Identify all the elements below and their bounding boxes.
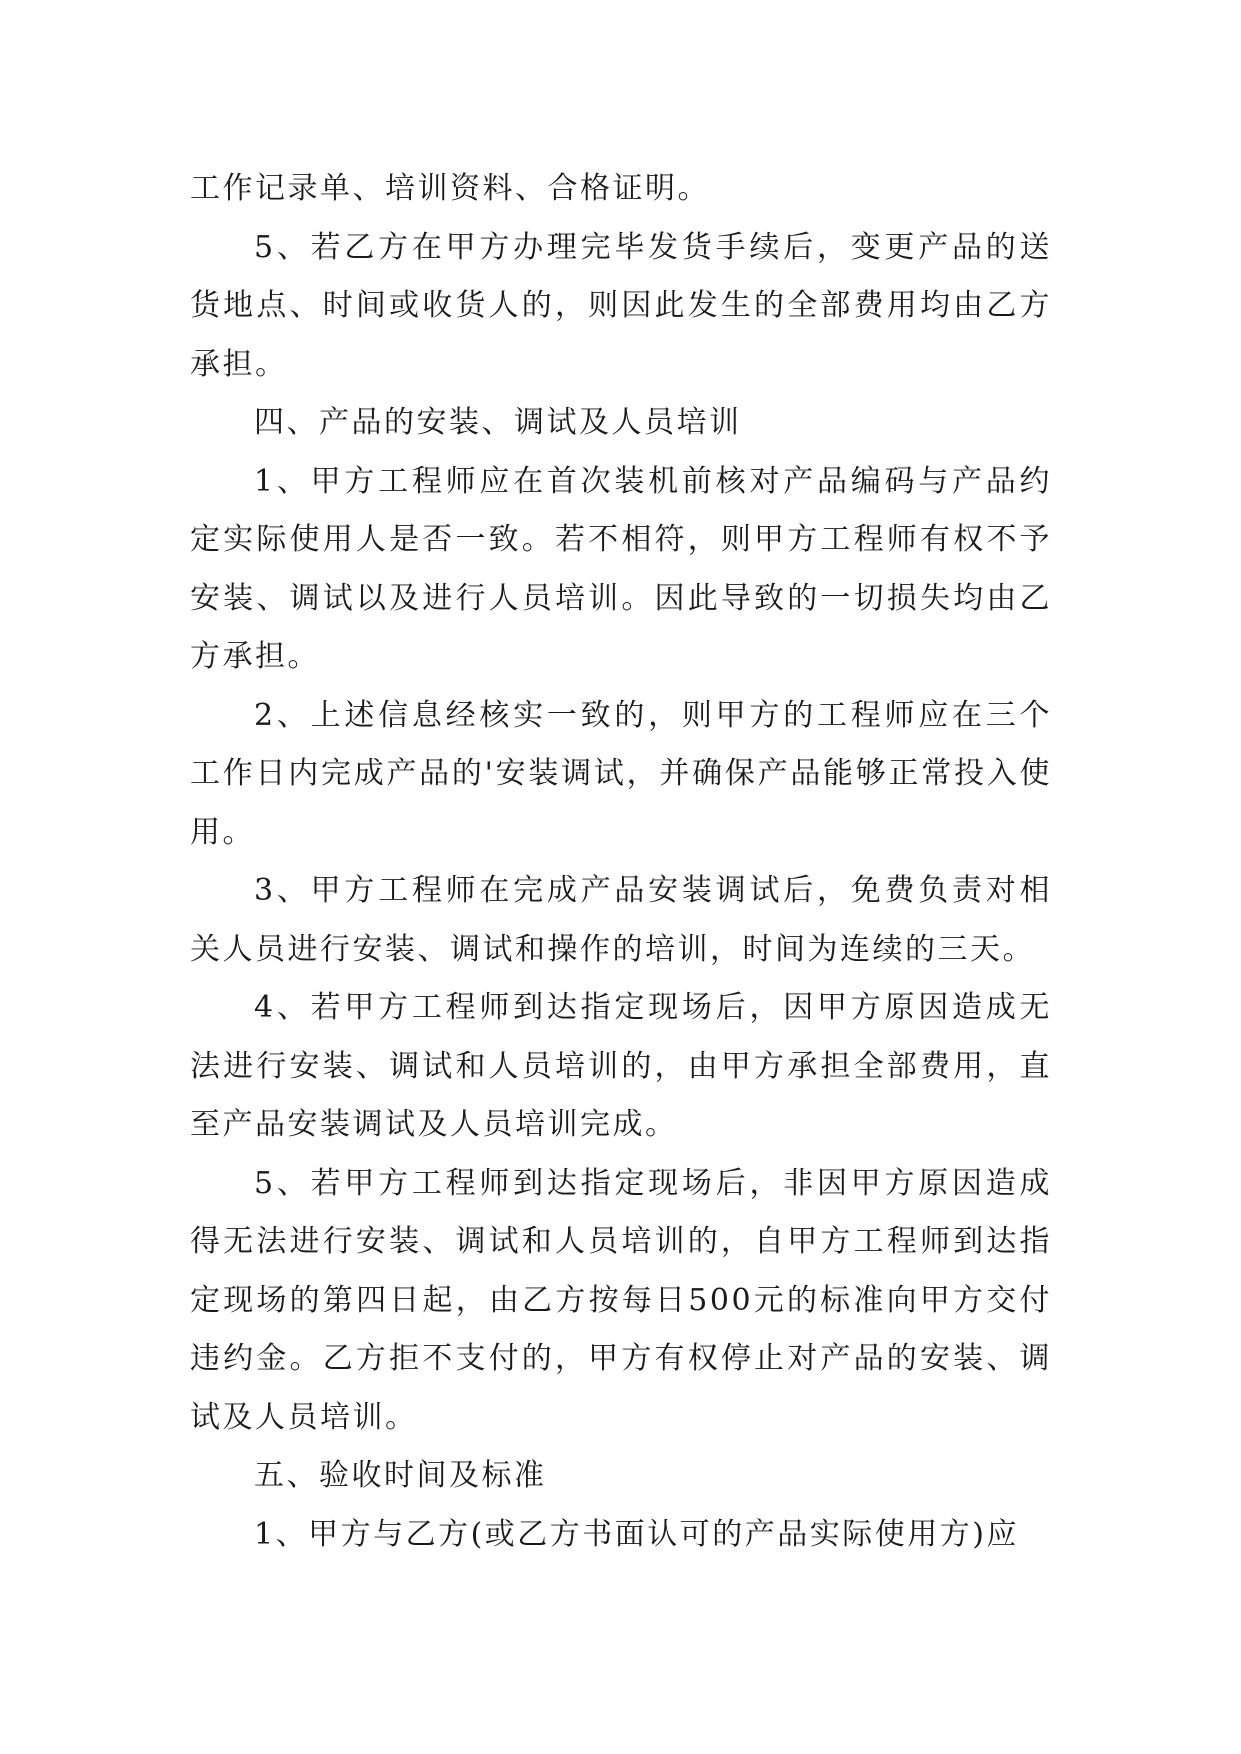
paragraph-clause-5-1: 1、甲方与乙方(或乙方书面认可的产品实际使用方)应 xyxy=(254,1516,1019,1552)
paragraph-continuation: 工作记录单、培训资料、合格证明。 xyxy=(190,171,710,206)
section-heading-5: 五、验收时间及标准 xyxy=(254,1458,547,1493)
paragraph-clause-3-5: 5、若乙方在甲方办理完毕发货手续后，变更产品的送货地点、时间或收货人的，则因此发生的全部费用均由乙方承担。 xyxy=(190,229,1052,382)
paragraph-clause-4-3: 3、甲方工程师在完成产品安装调试后，免费负责对相关人员进行安装、调试和操作的培训，时间为连续的三天。 xyxy=(190,873,1052,967)
paragraph-clause-4-1: 1、甲方工程师应在首次装机前核对产品编码与产品约定实际使用人是否一致。若不相符，则甲方工程师有权不予安装、调试以及进行人员培训。因此导致的一切损失均由乙方承担。 xyxy=(190,463,1052,674)
paragraph-clause-4-4: 4、若甲方工程师到达指定现场后，因甲方原因造成无法进行安装、调试和人员培训的，由甲方承担全部费用，直至产品安装调试及人员培训完成。 xyxy=(190,990,1052,1142)
paragraph-clause-4-5: 5、若甲方工程师到达指定现场后，非因甲方原因造成得无法进行安装、调试和人员培训的，自甲方工程师到达指定现场的第四日起，由乙方按每日500元的标准向甲方交付违约金。乙方拒不支付的，甲方有权停止对产品的安装、调试及人员培训。 xyxy=(190,1165,1052,1435)
document-body xyxy=(190,160,1052,1564)
paragraph-clause-4-2: 2、上述信息经核实一致的，则甲方的工程师应在三个工作日内完成产品的'安装调试，并确保产品能够正常投入使用。 xyxy=(190,697,1052,850)
section-heading-4: 四、产品的安装、调试及人员培训 xyxy=(254,405,742,440)
